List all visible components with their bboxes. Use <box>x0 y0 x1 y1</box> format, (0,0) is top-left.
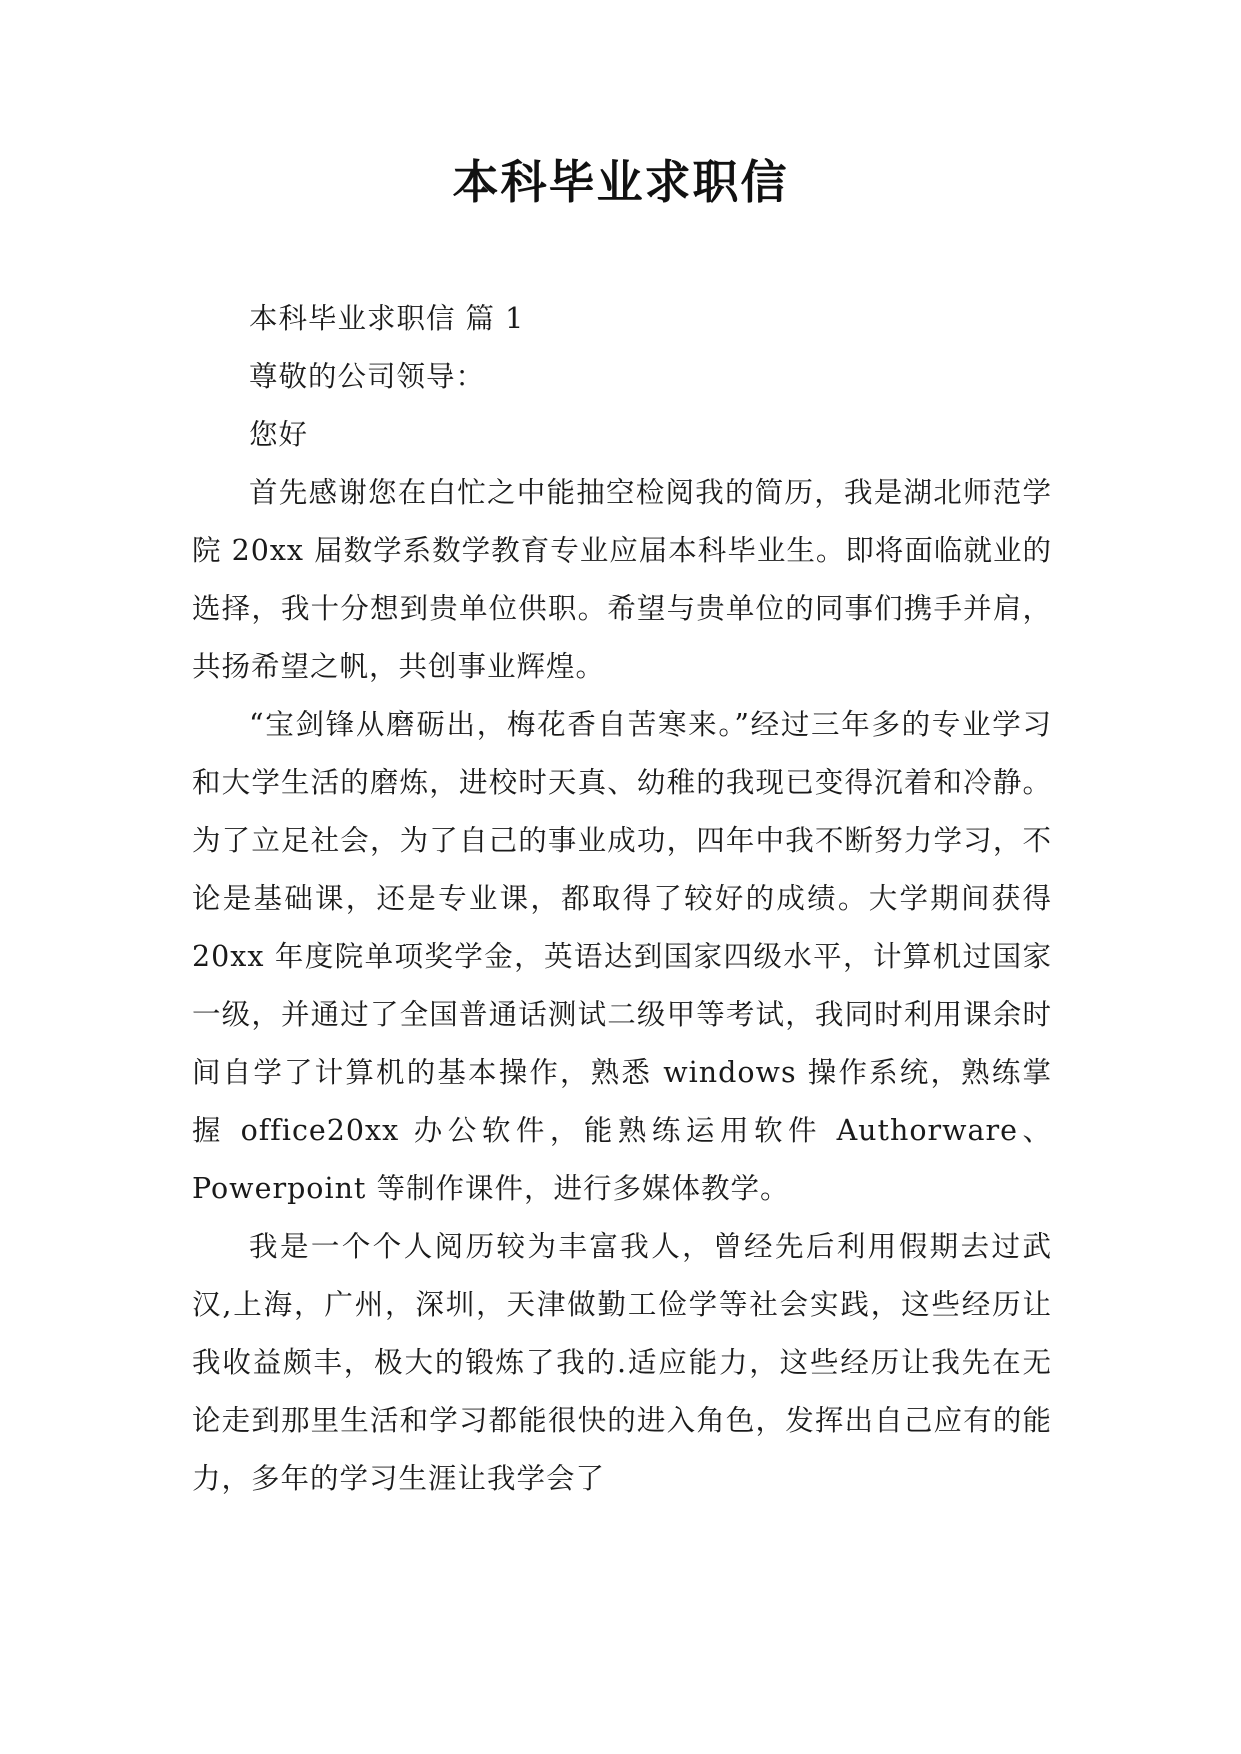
letter-body <box>192 290 1052 1508</box>
letter-greeting: 您好 <box>249 418 309 451</box>
body-paragraph-2: “宝剑锋从磨砺出，梅花香自苦寒来。”经过三年多的专业学习和大学生活的磨炼，进校时天真、幼稚的我现已变得沉着和冷静。为了立足社会，为了自己的事业成功，四年中我不断努力学习，不论是基础课，还是专业课，都取得了较好的成绩。大学期间获得 20xx 年度院单项奖学金，英语达到国家四级水平，计算机过国家一级，并通过了全国普通话测试二级甲等考试，我同时利用课余时间自学了计算机的基本操作，熟悉 windows 操作系统，熟练掌握 office20xx 办公软件，能熟练运用软件 Authorware、Powerpoint 等制作课件，进行多媒体教学。 <box>192 708 1052 1205</box>
body-paragraph-1: 首先感谢您在白忙之中能抽空检阅我的简历，我是湖北师范学院 20xx 届数学系数学教育专业应届本科毕业生。即将面临就业的选择，我十分想到贵单位供职。希望与贵单位的同事们携手并肩，共扬希望之帆，共创事业辉煌。 <box>192 476 1052 683</box>
body-paragraph-3: 我是一个个人阅历较为丰富我人，曾经先后利用假期去过武汉,上海，广州，深圳，天津做勤工俭学等社会实践，这些经历让我收益颇丰，极大的锻炼了我的.适应能力，这些经历让我先在无论走到那里生活和学习都能很快的进入角色，发挥出自己应有的能力，多年的学习生涯让我学会了 <box>192 1230 1052 1495</box>
letter-subtitle: 本科毕业求职信 篇 1 <box>249 302 525 335</box>
document-title: 本科毕业求职信 <box>452 155 789 209</box>
letter-salutation: 尊敬的公司领导： <box>249 360 486 393</box>
